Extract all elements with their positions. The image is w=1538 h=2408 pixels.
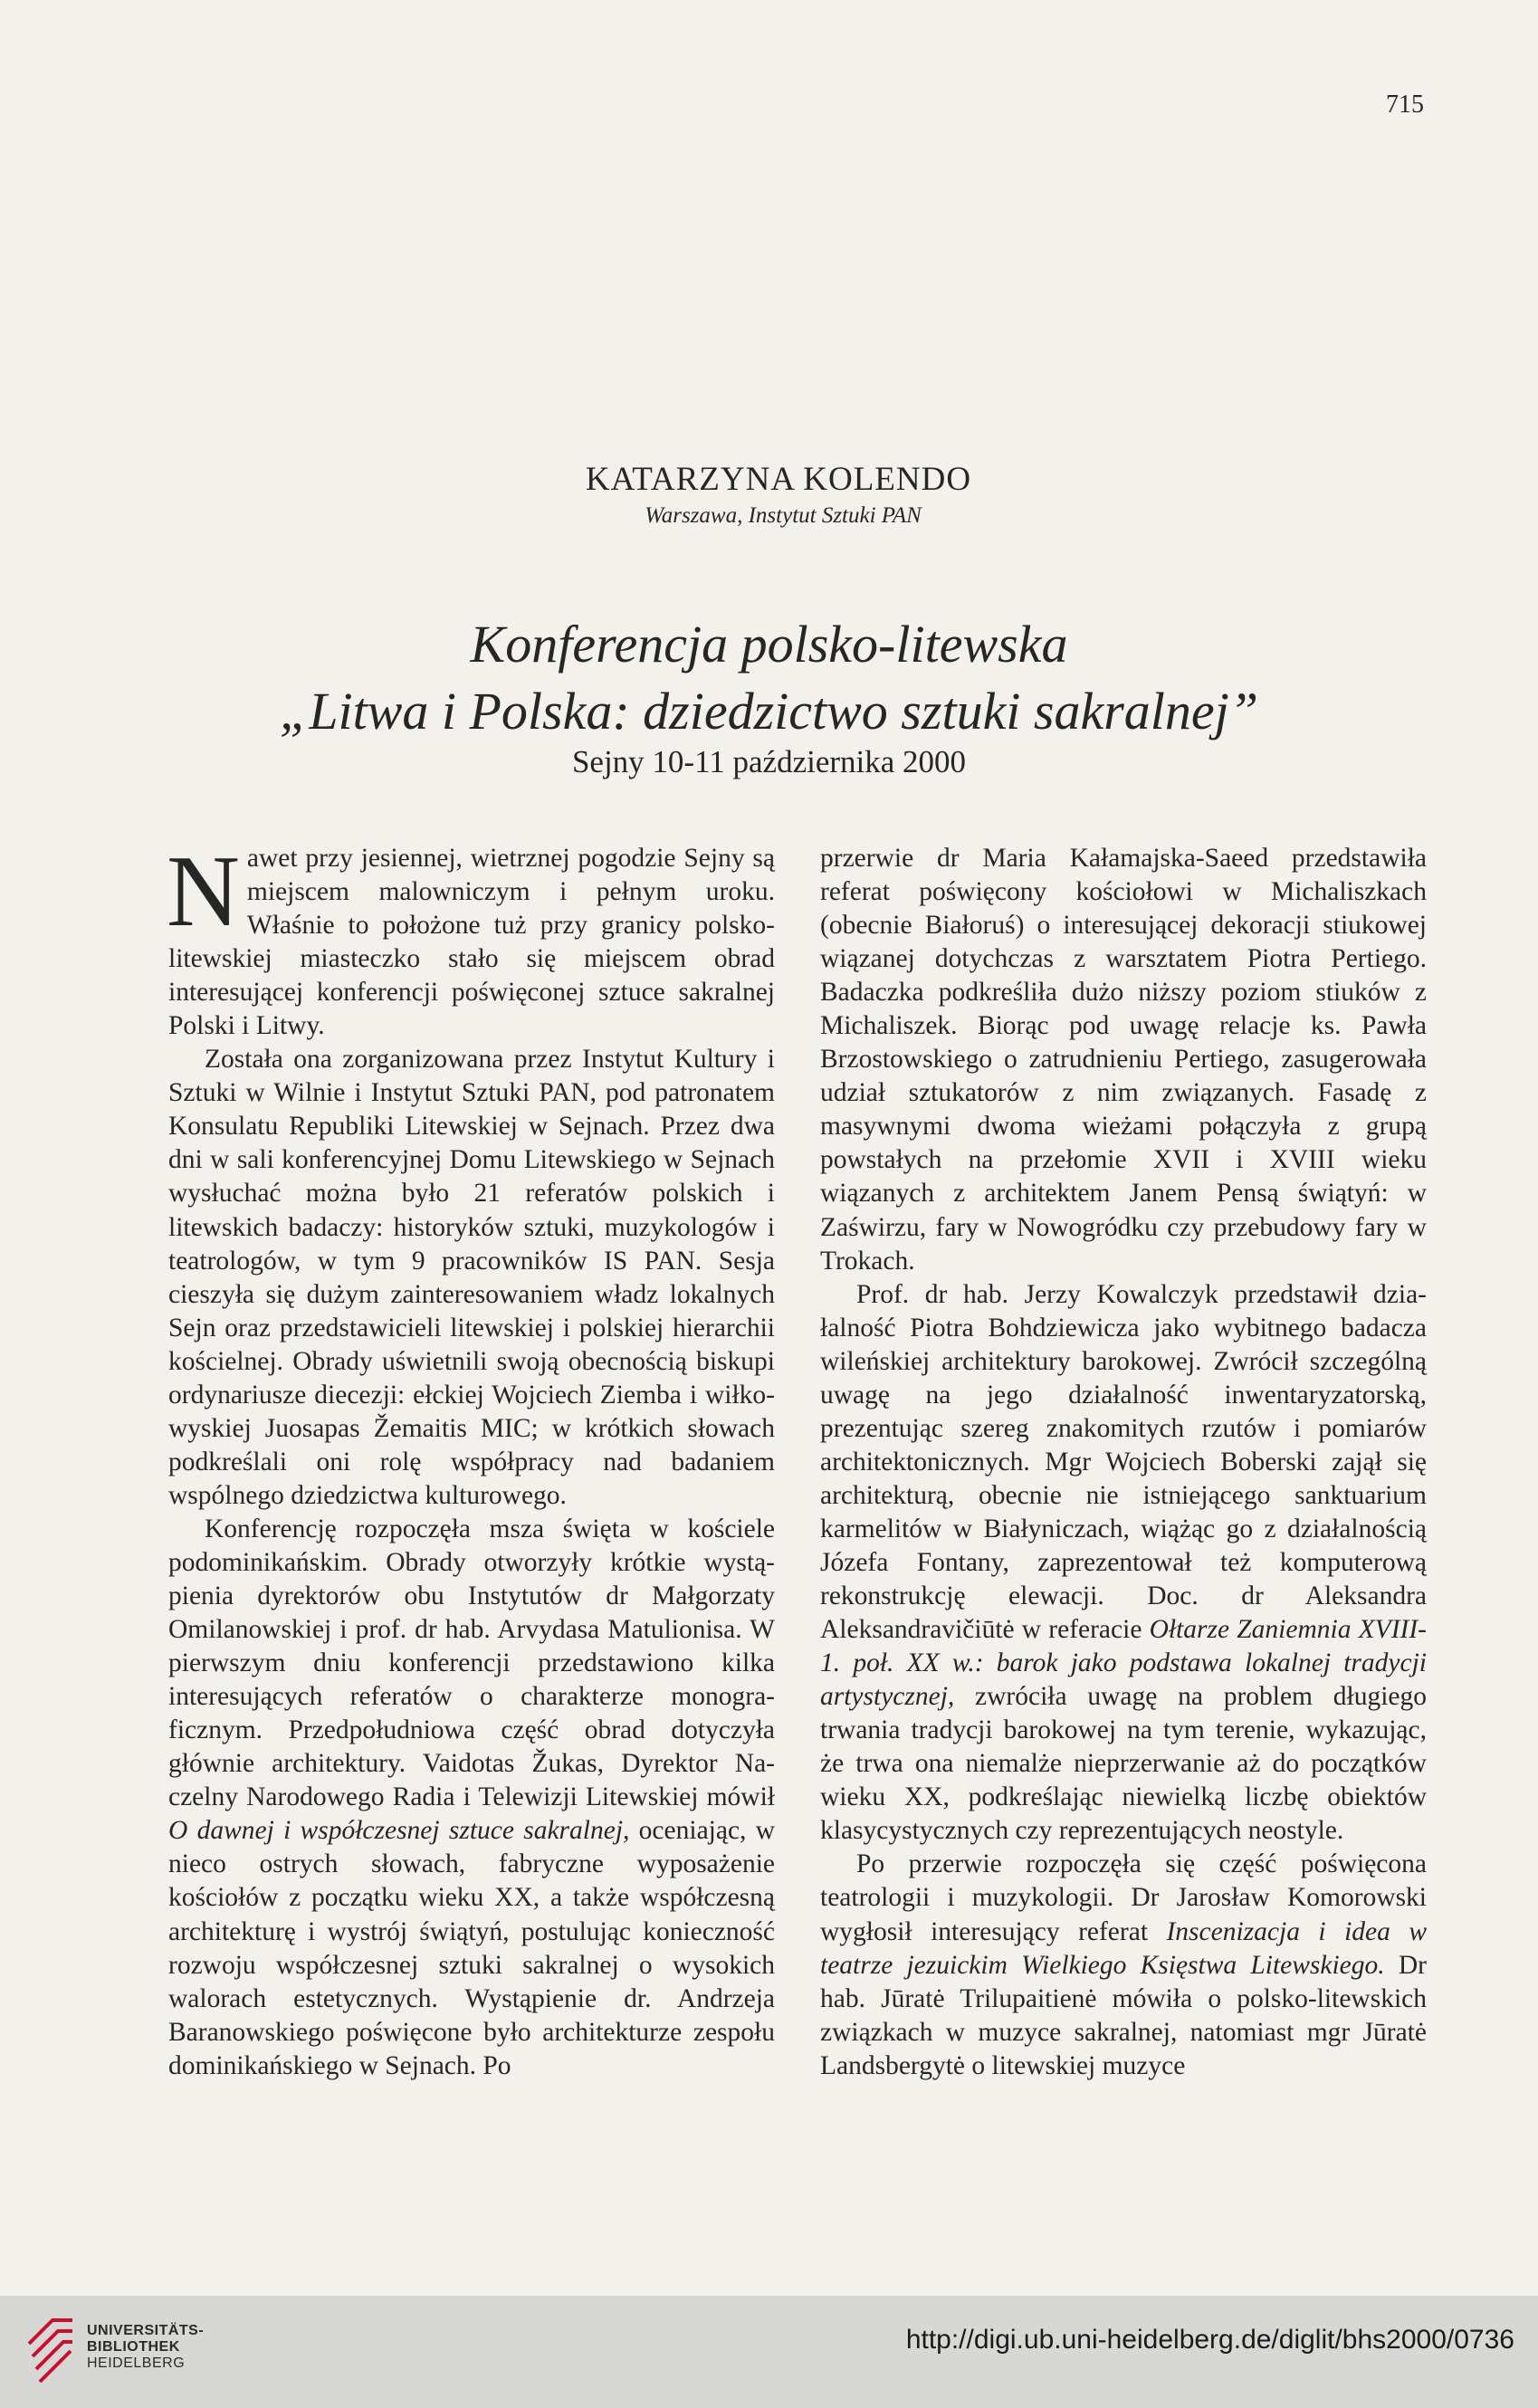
library-name-line: BIBLIOTHEK bbox=[87, 2339, 180, 2355]
paragraph-text: Po przerwie rozpoczęła się część poświęcona teatrologii i muzykologii. Dr Jarosław Komorowski wygłosił interesujący referat bbox=[820, 1849, 1427, 1946]
author-affiliation: Warszawa, Instytut Sztuki PAN bbox=[645, 503, 922, 528]
paper-title-italic: Inscenizacja i idea w teatrze jezuickim Wielkiego Księstwa Litewskiego. bbox=[820, 1916, 1427, 1980]
library-name-line: HEIDELBERG bbox=[87, 2355, 186, 2371]
author-name: KATARZYNA KOLENDO bbox=[585, 461, 972, 498]
text-column-left bbox=[167, 836, 775, 2083]
library-logo-icon bbox=[24, 2304, 76, 2391]
paragraph bbox=[168, 1513, 775, 2083]
paragraph: przerwie dr Maria Kałamajska-Saeed przedstawiła referat poświęcony kościołowi w Michaliszkach (obecnie Białoruś) o interesującej dekoracji stiukowej wiązanej dotychczas z warsztatem Piotra Pertiego. Badaczka podkreśliła dużo niższy poziom stiuków z Michaliszek. Biorąc pod uwagę relacje ks. Pawła Brzostowskiego o zatrudnieniu Pertiego, zasugerowała udział sztukatorów z nim związanych. Fasadę z masywnymi dwoma wieżami połączyła z grupą powstałych na przełomie XVII i XVIII wieku wiązanych z architektem Janem Pensą świątyń: w Zaświrzu, fary w Nowogródku czy przebudowy fary w Trokach. bbox=[820, 844, 1427, 1276]
paper-title-italic: Ołtarze Zaniemnia XVIII-1. poł. XX w.: barok jako podstawa lokalnej tradycji artystycznej, bbox=[820, 1615, 1427, 1712]
library-name-line: UNIVERSITÄTS- bbox=[87, 2323, 205, 2338]
text-column-right bbox=[820, 842, 1427, 2083]
paragraph-text: Dr hab. Jūratė Trilupaitienė mówiła o polsko-litewskich związkach w muzyce sakralnej, natomiast mgr Jūratė Landsbergytė o litewskiej muzyce bbox=[820, 1950, 1427, 2080]
paragraph-text: Konferencję rozpoczęła msza święta w kościele podominikańskim. Obrady otworzyły krótkie wystąpienia dyrektorów obu Instytutów dr Małgorzaty Omilanowskiej i prof. dr hab. Arvydasa Matulionisa. W pierwszym dniu konferencji przedstawiono kilka interesujących referatów o charakterze monograficznym. Przedpołudniowa część obrad dotyczyła głównie architektury. Vaidotas Žukas, Dyrektor Naczelny Narodowego Radia i Telewizji Litewskiej mówił bbox=[168, 1514, 775, 1812]
paragraph bbox=[820, 1278, 1427, 1849]
article-subtitle: Sejny 10-11 października 2000 bbox=[571, 744, 967, 779]
paper-title-italic: O dawnej i współczesnej sztuce sakralnej, bbox=[168, 1816, 630, 1846]
paragraph-text: Prof. dr hab. Jerzy Kowalczyk przedstawił działalność Piotra Bohdziewicza jako wybitnego badacza wileńskiej architektury barokowej. Zwrócił szczególną uwagę na jego działalność inwentaryzatorską, prezentując szereg znakomitych rzutów i pomiarów architektonicznych. Mgr Wojciech Boberski zajął się architekturą, obecnie nie istniejącego sanktuarium karmelitów w Białyniczach, wiążąc go z działalnością Józefa Fontany, zaprezentował też komputerową rekonstrukcję elewacji. Doc. dr Aleksandra Aleksandravičiūtė w referacie bbox=[820, 1279, 1427, 1645]
paragraph-text: zwróciła uwagę na problem długiego trwania tradycji barokowej na tym terenie, wykazując, że trwa ona niemalże nieprzerwanie aż do początków wieku XX, podkreślając niewielką liczbę obiektów klasycystycznych czy reprezentujących neostyle. bbox=[820, 1682, 1427, 1846]
source-url-link[interactable]: http://digi.ub.uni-heidelberg.de/diglit/bhs2000/0736 bbox=[905, 2325, 1514, 2355]
paragraph-text: awet przy jesiennej, wietrznej pogodzie Sejny są miejscem malowniczym i pełnym uroku. Właśnie to położone tuż przy granicy polsko-litewskiej miasteczko stało się miejscem obrad interesującej konferencji poświęconej sztuce sakralnej Polski i Litwy. bbox=[168, 844, 775, 1041]
drop-cap: N bbox=[167, 836, 240, 948]
paragraph bbox=[820, 1848, 1427, 2082]
page-number: 715 bbox=[1386, 91, 1424, 119]
article-title-line-2: „Litwa i Polska: dziedzictwo sztuki sakralnej” bbox=[279, 682, 1259, 741]
paragraph bbox=[167, 836, 775, 1043]
paragraph: Została ona zorganizowana przez Instytut Kultury i Sztuki w Wilnie i Instytut Sztuki PAN, pod patronatem Konsulatu Republiki Litewskiej w Sejnach. Przez dwa dni w sali konferencyjnej Domu Litewskiego w Sejnach wysłuchać można było 21 referatów polskich i litewskich badaczy: historyków sztuki, muzykologów i teatrologów, w tym 9 pracowników IS PAN. Sesja cieszyła się dużym zainteresowaniem władz lokalnych Sejn oraz przedstawicieli litewskiej i polskiej hierarchii kościelnej. Obrady uświetnili swoją obecnością biskupi ordynariusze diecezji: ełckiej Wojciech Ziemba i wiłkowyskiej Juosapas Žemaitis MIC; w krótkich słowach podkreślali oni rolę współpracy nad badaniem wspólnego dziedzictwa kulturowego. bbox=[168, 1045, 775, 1510]
article-title-line-1: Konferencja polsko-litewska bbox=[470, 615, 1068, 674]
paragraph-text: oceniając, w nieco ostrych słowach, fabryczne wyposażenie kościołów z początku wieku XX, a także współczesną architekturę i wystrój świątyń, postulując konieczność rozwoju współczesnej sztuki sakralnej o wysokich walorach estetycznych. Wystąpienie dr. Andrzeja Baranowskiego poświęcone było architekturze zespołu dominikańskiego w Sejnach. Po bbox=[168, 1816, 775, 2080]
library-name bbox=[87, 2323, 204, 2372]
